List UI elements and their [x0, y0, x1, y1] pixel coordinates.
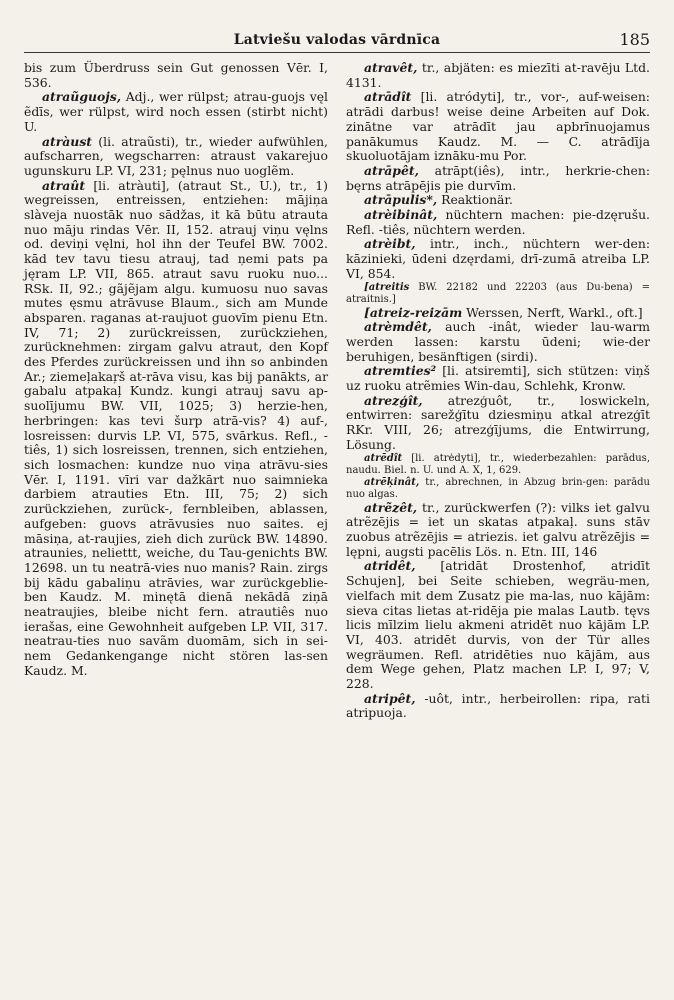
page-number: 185 [619, 30, 650, 49]
dictionary-entry [346, 320, 650, 364]
entry-text: [li. atràuti], (atraut St., U.), tr., 1) wegreissen, entreissen, entziehen: mājiņa slàveja nuostāk nuo sādžas, it kā būtu atrauta nuo māju rindas Vēr. II, 152. atrauj viņu vęlns od. deviņi vęlni, hol ihn der Teufel BW. 7002. kād tev tavu tiesu atrauj, tad ņemi pats pa jęram LP. VII, 865. atraut savu ruoku nuo... RSk. II, 92.; gãjẽjam algu. kumuosu nuo savas mutes ęsmu atrāvuse Blaum., sich am Munde absparen. raganas at-raujuot guovīm pienu Etn. IV, 71; 2) zurückreissen, zurückziehen, zurücknehmen: zirgam galvu atraut, den Kopf des Pferdes zurückreissen und ihn so anbinden Ar.; ziemeļakaŗš at-rāva visu, kas bij panākts, ar gabalu atpakaļ Kundz. kungi atrauj savu ap-suolījumu BW. VII, 1025; 3) herzie-hen, herbringen: kas tevi šurp atrā-vis? 4) auf-, losreissen: durvis LP. VI, 575, svārkus. Refl., -tiês, 1) sich losreissen, trennen, sich entziehen, sich losmachen: kundze nuo viņa atrāvu-sies Vēr. I, 1191. vīri var dažkārt nuo saimnieka darbiem atrauties Etn. III, 75; 2) sich zurückziehen, zurück-, fernbleiben, ablassen, aufgeben: guovs atrāvusies nuo saites. ej māsiņa, at-raujies, zieh dich zurück BW. 14890. atraunies, neliettt, weiche, du Tau-genichts BW. 12698. un tu neatrā-vies nuo manis? Rain. zirgs bij kādu gabaliņu atrāvies, war zurückgeblie-ben Kaudz. M. minętā dienā nekādā ziņā neatraujies, bleibe nicht fern. atrautiês nuo ierašas, eine Gewohnheit aufgeben LP. VII, 317. neatrau-ties nuo savãm duomām, sich in sei-nem Gedankengange nicht stören las-sen Kaudz. M. [24, 177, 328, 678]
entry-text: tr., abrechnen, in Abzug brin-gen: parādu nuo algas. [346, 476, 650, 500]
entry-text: -uôt, intr., herbeirollen: ripa, rati atripuoja. [346, 690, 650, 721]
text-columns [24, 61, 650, 721]
entry-text: Adj., wer rülpst; atrau-guojs vęl ẽdīs, wer rülpst, wird noch essen (stirbt nicht) U. [24, 89, 328, 134]
dictionary-entry [346, 692, 650, 721]
entry-text: intr., inch., nüchtern wer-den: kāzinieki, ūdeni dzęrdami, drī-zumā atreiba LP. VI, 854. [346, 236, 650, 281]
entry-headword: [atreiz-reizām [364, 304, 463, 320]
dictionary-entry [346, 559, 650, 691]
entry-text: [li. atródyti], tr., vor-, auf-weisen: atrādi darbus! weise deine Arbeiten auf Dok. zinātne var atrādīt jau apbrīnuojamus panākumus Kaudz. M. — C. atrādīja skuoluotājam iznāku-mu Por. [346, 89, 650, 164]
dictionary-entry [346, 306, 650, 321]
entry-headword: atràust [42, 133, 93, 149]
dictionary-entry [24, 135, 328, 179]
running-title: Latviešu valodas vārdnīca [233, 32, 441, 48]
entry-headword: atripêt, [364, 690, 416, 706]
entry-headword: atrèibinât, [364, 207, 438, 223]
entry-text: atrezģuôt, tr., loswickeln, entwirren: sarežģītu dziesmiņu atkal atrezģīt RKr. VIII, 26; atrezģījums, die Entwirrung, Lösung. [346, 392, 650, 452]
entry-text: Reaktionär. [437, 192, 513, 208]
entry-headword: atraũguojs, [42, 89, 122, 105]
dictionary-entry [346, 61, 650, 90]
dictionary-entry [346, 208, 650, 237]
entry-text: (li. atraũsti), tr., wieder aufwühlen, aufscharren, wegscharren: atraust vakarejuo ugunskuru LP. VI, 231; pęlnus nuo uoglẽm. [24, 133, 328, 178]
entry-text: auch -inât, wieder lau-warm werden lassen: karstu ūdeni; wie-der beruhigen, besänftigen (sirdi). [346, 319, 650, 364]
entry-headword: atrèmdêt, [364, 319, 432, 335]
dictionary-entry [346, 282, 650, 306]
entry-headword: atravêt, [364, 60, 418, 75]
entry-headword: atrezģît, [364, 392, 423, 408]
entry-text: atrāpt(iês), intr., herkrie-chen: bęrns atrāpējis pie durvīm. [346, 162, 650, 193]
entry-headword: atrẽzêt, [364, 499, 418, 515]
dictionary-entry [346, 394, 650, 453]
dictionary-entry [346, 501, 650, 560]
entry-text: BW. 22182 und 22203 (aus Du-bena) = atraitnis.] [346, 281, 650, 305]
entry-text: [atridāt Drostenhof, atridīt Schujen], bei Seite schieben, wegräu-men, vielfach mit dem Zusatz pie ma-las, nuo kājām: sieva citas lietas at-ridēja pie malas Lautb. tęvs licis mīlzim lielu akmeni atridēt nuo kājām LP. VI, 403. atridēt durvis, von der Tür alles wegräumen. Refl. atridēties nuo kājām, aus dem Wege gehen, Platz machen LP. I, 97; V, 228. [346, 558, 650, 692]
entry-text: Werssen, Nerft, Warkl., oft.] [462, 304, 643, 320]
left-column [24, 61, 328, 721]
dictionary-entry [346, 193, 650, 208]
entry-headword: atrāpulis*, [364, 192, 438, 208]
entry-headword: atrāpêt, [364, 162, 419, 178]
entry-headword: atrēdît [364, 452, 403, 464]
entry-headword: [atreitis [364, 281, 410, 293]
page-header [24, 28, 650, 53]
dictionary-entry [346, 453, 650, 477]
dictionary-entry [24, 61, 328, 90]
dictionary-entry [346, 477, 650, 501]
entry-headword: atridêt, [364, 558, 416, 574]
dictionary-entry [24, 179, 328, 679]
entry-text: bis zum Überdruss sein Gut genossen Vēr. I, 536. [24, 60, 328, 90]
dictionary-entry [346, 237, 650, 281]
entry-text: tr., abjäten: es miezīti at-ravēju Ltd. 4131. [346, 60, 650, 90]
entry-headword: atrèibt, [364, 236, 416, 252]
entry-headword: atraût [42, 177, 86, 193]
entry-headword: atrēķinât, [364, 476, 420, 488]
entry-text: nüchtern machen: pie-dzęrušu. Refl. -tiês, nüchtern werden. [346, 207, 650, 237]
dictionary-entry [346, 364, 650, 393]
entry-headword: atremties² [364, 363, 436, 379]
entry-text: tr., zurückwerfen (?): vilks iet galvu atrẽzējis = iet un skatas atpakaļ. suns stāv zuobus atrẽzējis = atriezis. iet galvu atrẽzējis = lępni, augsti pacēlis Lös. n. Etn. III, 146 [346, 499, 650, 559]
dictionary-entry [24, 90, 328, 134]
entry-headword: atrādît [364, 89, 412, 105]
entry-text: [li. atsiremti], sich stützen: viņš uz ruoku atrẽmies Win-dau, Schlehk, Kronw. [346, 363, 650, 394]
dictionary-entry [346, 90, 650, 164]
right-column [346, 61, 650, 721]
dictionary-entry [346, 164, 650, 193]
entry-text: [li. atrėdyti], tr., wiederbezahlen: parādus, naudu. Biel. n. U. und A. X, 1, 629. [346, 452, 650, 476]
